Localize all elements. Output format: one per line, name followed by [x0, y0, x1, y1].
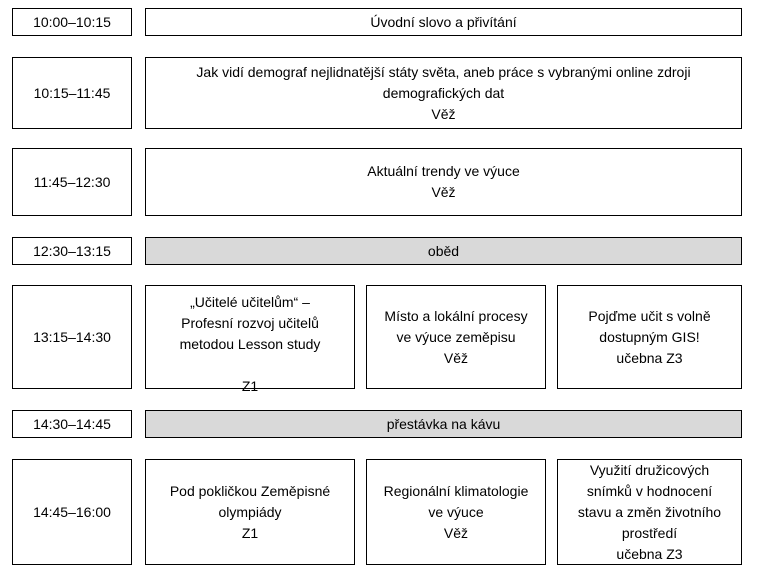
- session-room: Z1: [241, 378, 259, 394]
- session-satellite: [557, 459, 742, 565]
- time-label: 14:30–14:45: [33, 415, 111, 432]
- session-title-line: Jak vidí demograf nejlidnatější státy světa, aneb práce s vybranými online zdroji: [196, 63, 691, 80]
- session-room: učebna Z3: [616, 545, 683, 562]
- break-label: přestávka na kávu: [386, 415, 501, 432]
- session-title-line: stavu a změn životního: [577, 503, 722, 520]
- session-trends: [145, 148, 742, 216]
- time-slot-2: [12, 57, 132, 129]
- time-label: 10:00–10:15: [33, 13, 111, 30]
- time-label: 13:15–14:30: [33, 328, 111, 345]
- session-lesson-study: [145, 285, 355, 394]
- session-title-line: Regionální klimatologie: [383, 482, 529, 499]
- time-slot-3: [12, 148, 132, 216]
- break-label: oběd: [427, 242, 460, 259]
- lunch-break: [145, 237, 742, 265]
- session-gis: [557, 285, 742, 389]
- session-title-line: prostředí: [621, 524, 678, 541]
- session-title-line: Pojďme učit s volně: [588, 307, 711, 324]
- time-label: 11:45–12:30: [33, 173, 111, 190]
- time-slot-1: [12, 8, 132, 36]
- session-demography: [145, 57, 742, 129]
- session-welcome: [145, 8, 742, 36]
- session-title-line: ve výuce zeměpisu: [396, 328, 516, 345]
- time-label: 10:15–11:45: [33, 84, 111, 101]
- session-title-line: olympiády: [218, 503, 282, 520]
- session-title-line: Využití družicových: [589, 461, 710, 478]
- time-slot-7: [12, 459, 132, 565]
- session-climatology: [366, 459, 546, 565]
- session-title-line: ve výuce: [428, 503, 484, 520]
- session-room: Věž: [443, 349, 469, 366]
- session-title-line: „Učitelé učitelům“ –: [190, 294, 310, 310]
- session-title-line: demografických dat: [382, 84, 505, 101]
- time-label: 12:30–13:15: [33, 242, 111, 259]
- coffee-break: [145, 410, 742, 438]
- session-title-line: Místo a lokální procesy: [384, 307, 528, 324]
- session-title-line: Profesní rozvoj učitelů: [181, 315, 319, 331]
- session-title-line: metodou Lesson study: [179, 336, 321, 352]
- time-slot-5: [12, 285, 132, 389]
- session-olympiad: [145, 459, 355, 565]
- time-label: 14:45–16:00: [33, 503, 111, 520]
- session-local-processes: [366, 285, 546, 389]
- session-room: Z1: [241, 524, 259, 541]
- session-room: Věž: [431, 184, 456, 200]
- time-slot-6: [12, 410, 132, 438]
- session-title-line: snímků v hodnocení: [586, 482, 713, 499]
- time-slot-4: [12, 237, 132, 265]
- session-room: učebna Z3: [616, 349, 683, 366]
- session-title: Aktuální trendy ve výuce: [367, 163, 520, 179]
- session-title: Úvodní slovo a přivítání: [370, 13, 517, 30]
- session-room: Věž: [431, 105, 456, 122]
- session-title-line: dostupným GIS!: [599, 328, 700, 345]
- session-room: Věž: [443, 524, 469, 541]
- session-title-line: Pod pokličkou Zeměpisné: [169, 482, 331, 499]
